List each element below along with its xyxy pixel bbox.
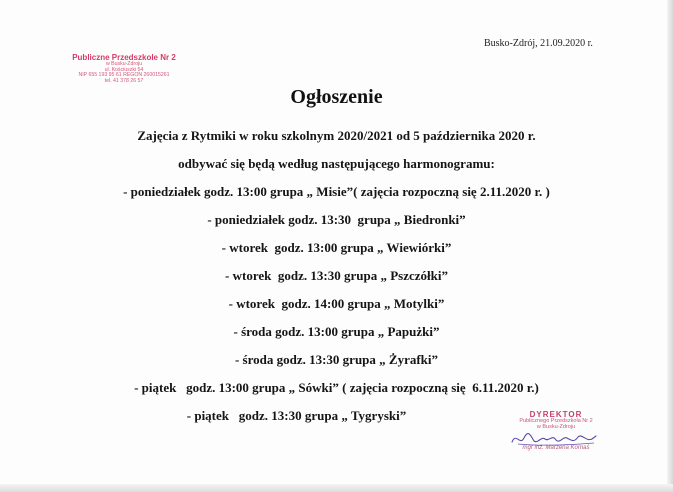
- schedule-line: - piątek godz. 13:30 grupa „ Tygryski”: [186, 408, 407, 423]
- stamp-name: Publiczne Przedszkole Nr 2: [72, 53, 176, 62]
- document-title: Ogłoszenie: [290, 86, 383, 108]
- schedule-line: - wtorek godz. 14:00 grupa „ Motylki”: [228, 296, 445, 311]
- director-title: DYREKTOR: [529, 410, 583, 419]
- place-date: Busko-Zdrój, 21.09.2020 r.: [484, 38, 593, 49]
- scan-edge-bottom: [0, 484, 673, 492]
- director-line-1: Publicznego Przedszkola Nr 2: [519, 418, 593, 425]
- stamp-city: w Busku-Zdroju: [105, 61, 143, 68]
- schedule-line: - poniedziałek godz. 13:00 grupa „ Misie”( zajęcia rozpoczną się 2.11.2020 r. ): [123, 184, 550, 199]
- schedule-line: - środa godz. 13:30 grupa „ Żyrafki”: [234, 352, 439, 367]
- director-name: mgr inż. Marzena Kornaś: [522, 444, 590, 451]
- director-line-2: w Busku-Zdroju: [536, 424, 576, 431]
- schedule-line: - środa godz. 13:00 grupa „ Papużki”: [233, 324, 440, 339]
- handwritten-signature: [508, 430, 600, 448]
- intro-line-2: odbywać się będą według następującego harmonogramu:: [178, 156, 495, 171]
- schedule-line: - piątek godz. 13:00 grupa „ Sówki” ( zajęcia rozpoczną się 6.11.2020 r.): [134, 380, 539, 395]
- schedule-line: - wtorek godz. 13:30 grupa „ Pszczółki”: [225, 268, 448, 283]
- schedule-line: - poniedziałek godz. 13:30 grupa „ Biedronki”: [207, 212, 466, 227]
- intro-line-1: Zajęcia z Rytmiki w roku szkolnym 2020/2021 od 5 października 2020 r.: [137, 128, 536, 143]
- stamp-ids: NIP 655 193 95 61 REGON 260015261: [78, 72, 170, 79]
- stamp-phone: tel. 41 378 26 57: [104, 77, 144, 84]
- scan-edge-right: [667, 0, 673, 492]
- preschool-stamp: [70, 54, 178, 84]
- schedule-line: - wtorek godz. 13:00 grupa „ Wiewiórki”: [221, 240, 452, 255]
- stamp-street: ul. Kościuszki 54: [104, 66, 144, 73]
